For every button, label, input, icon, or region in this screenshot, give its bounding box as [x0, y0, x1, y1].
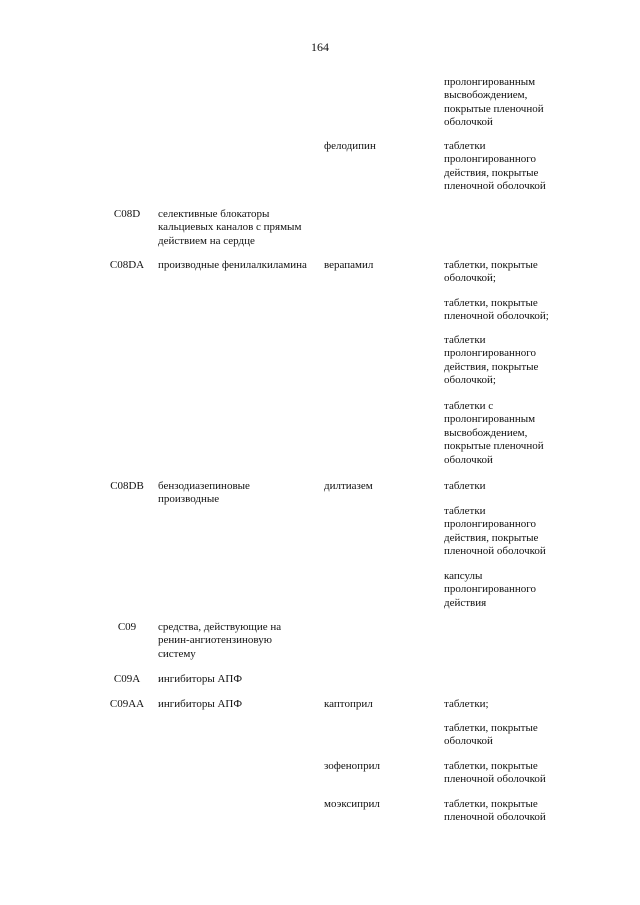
dosage-form: таблетки, покрытые пленочной оболочкой	[444, 760, 546, 786]
pharmacological-group: селективные блокаторы кальциевых каналов с прямым действием на сердце	[158, 208, 302, 247]
drug-name: верапамил	[324, 259, 374, 271]
drug-name: моэксиприл	[324, 798, 380, 810]
dosage-form: капсулы пролонгированного действия	[444, 570, 536, 609]
atc-code: C08DB	[110, 480, 144, 492]
atc-code: C08D	[113, 208, 141, 220]
drug-name: дилтиазем	[324, 480, 373, 492]
atc-code: C09A	[113, 673, 141, 685]
dosage-form: таблетки, покрытые пленочной оболочкой	[444, 798, 546, 824]
dosage-form: таблетки с пролонгированным высвобождением, покрытые пленочной оболочкой	[444, 400, 544, 466]
dosage-form: таблетки, покрытые оболочкой;	[444, 259, 538, 285]
dosage-form: таблетки	[444, 480, 486, 492]
drug-name: зофеноприл	[324, 760, 380, 772]
page-number: 164	[311, 40, 329, 54]
dosage-form: таблетки, покрытые пленочной оболочкой;	[444, 297, 549, 323]
pharmacological-group: производные фенилалкиламина	[158, 259, 307, 271]
atc-code: C09	[117, 621, 137, 633]
pharmacological-group: ингибиторы АПФ	[158, 698, 243, 710]
pharmacological-group: средства, действующие на ренин-ангиотензиновую систему	[158, 621, 282, 660]
dosage-form: таблетки;	[444, 698, 489, 710]
drug-name: фелодипин	[324, 140, 376, 152]
atc-code: C08DA	[109, 259, 145, 271]
dosage-form: таблетки пролонгированного действия, покрытые оболочкой;	[444, 334, 539, 387]
pharmacological-group: бензодиазепиновые производные	[158, 480, 250, 506]
drug-name: каптоприл	[324, 698, 373, 710]
dosage-form: таблетки, покрытые оболочкой	[444, 722, 538, 748]
pharmacological-group: ингибиторы АПФ	[158, 673, 243, 685]
dosage-form: пролонгированным высвобождением, покрытые пленочной оболочкой	[444, 76, 544, 129]
atc-code: C09AA	[109, 698, 145, 710]
dosage-form: таблетки пролонгированного действия, покрытые пленочной оболочкой	[444, 140, 546, 193]
dosage-form: таблетки пролонгированного действия, покрытые пленочной оболочкой	[444, 505, 546, 558]
